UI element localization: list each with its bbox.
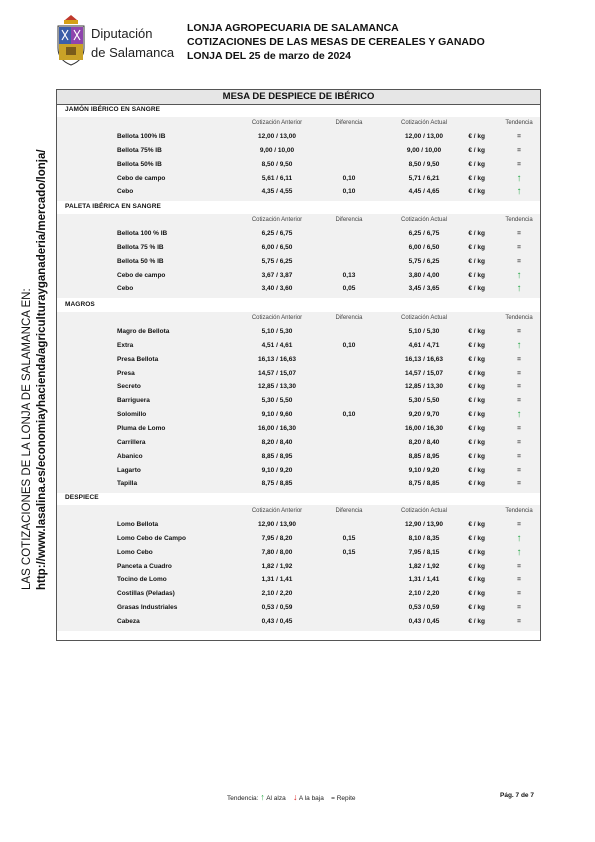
trend-legend <box>227 792 356 802</box>
previous-price: 4,51 / 4,61 <box>261 341 293 349</box>
product-name: Abanico <box>117 452 143 460</box>
trend-equal: = <box>517 355 521 363</box>
current-price: 5,71 / 6,21 <box>408 174 440 182</box>
column-header-previous: Cotización Anterior <box>251 315 303 321</box>
arrow-down-icon: ↓ <box>292 792 298 802</box>
table-row <box>57 436 540 450</box>
product-name: Extra <box>117 341 134 349</box>
product-name: Solomillo <box>117 411 147 419</box>
price-unit: € / kg <box>468 576 485 584</box>
trend-up-icon: ↑ <box>516 269 522 281</box>
price-unit: € / kg <box>468 562 485 570</box>
current-price: 12,90 / 13,90 <box>405 521 443 528</box>
product-name: Pluma de Lomo <box>117 424 166 432</box>
price-unit: € / kg <box>468 534 485 542</box>
price-unit: € / kg <box>468 438 485 446</box>
current-price: 9,00 / 10,00 <box>406 146 442 154</box>
price-difference: 0,05 <box>342 285 356 293</box>
product-name: Secreto <box>117 383 141 391</box>
product-name: Cebo de campo <box>117 174 166 182</box>
trend-equal: = <box>517 230 521 237</box>
table-row <box>57 601 540 615</box>
table-row <box>57 144 540 158</box>
previous-price: 12,85 / 13,30 <box>258 383 296 391</box>
previous-price: 9,10 / 9,20 <box>261 466 293 474</box>
column-header-current: Cotización Actual <box>400 120 448 126</box>
price-unit: € / kg <box>468 160 485 168</box>
price-unit: € / kg <box>468 383 485 391</box>
price-unit: € / kg <box>468 341 485 349</box>
previous-price: 8,20 / 8,40 <box>261 438 293 446</box>
trend-equal: = <box>517 466 521 474</box>
legend-repeat-label: Repite <box>336 795 356 802</box>
product-name: Lomo Bellota <box>117 521 159 528</box>
table-row <box>57 408 540 422</box>
column-header-difference: Diferencia <box>335 120 363 126</box>
trend-equal: = <box>517 617 521 625</box>
repeat-symbol: = <box>331 795 335 802</box>
column-header-difference: Diferencia <box>335 217 363 223</box>
table-row <box>57 422 540 436</box>
table-row <box>57 130 540 144</box>
product-name: Tocino de Lomo <box>117 576 167 584</box>
product-name: Bellota 100% IB <box>117 133 166 140</box>
previous-price: 0,43 / 0,45 <box>261 617 293 625</box>
previous-price: 1,82 / 1,92 <box>261 562 293 570</box>
logo <box>56 14 176 66</box>
page-number: Pág. 7 de 7 <box>500 792 534 799</box>
column-header-previous: Cotización Anterior <box>251 120 303 126</box>
product-name: Bellota 75 % IB <box>117 243 164 251</box>
price-unit: € / kg <box>468 548 485 556</box>
table-row <box>57 615 540 629</box>
price-unit: € / kg <box>468 411 485 419</box>
previous-price: 3,67 / 3,87 <box>261 271 293 279</box>
current-price: 0,43 / 0,45 <box>408 617 440 625</box>
price-unit: € / kg <box>468 355 485 363</box>
trend-equal: = <box>517 328 521 335</box>
current-price: 6,00 / 6,50 <box>408 243 440 251</box>
trend-up-icon: ↑ <box>516 546 522 558</box>
price-difference: 0,15 <box>342 534 356 542</box>
price-unit: € / kg <box>468 424 485 432</box>
previous-price: 12,00 / 13,00 <box>258 133 296 140</box>
trend-equal: = <box>517 146 521 154</box>
table-row <box>57 367 540 381</box>
trend-equal: = <box>517 576 521 584</box>
legend-label: Tendencia: <box>227 795 259 802</box>
current-price: 4,45 / 4,65 <box>408 188 440 196</box>
product-name: Lomo Cebo de Campo <box>117 534 186 542</box>
price-difference: 0,10 <box>342 341 356 349</box>
price-unit: € / kg <box>468 604 485 612</box>
column-header-current: Cotización Actual <box>400 508 448 514</box>
table-row <box>57 227 540 241</box>
product-name: Tapilla <box>117 480 138 488</box>
trend-equal: = <box>517 257 521 265</box>
trend-up-icon: ↑ <box>516 186 522 198</box>
product-name: Panceta a Cuadro <box>117 562 172 570</box>
current-price: 0,53 / 0,59 <box>408 604 440 612</box>
current-price: 2,10 / 2,20 <box>408 590 440 598</box>
table-row <box>57 325 540 339</box>
trend-equal: = <box>517 424 521 432</box>
product-name: Bellota 50 % IB <box>117 257 164 265</box>
trend-equal: = <box>517 590 521 598</box>
arrow-up-icon: ↑ <box>260 792 265 802</box>
price-unit: € / kg <box>468 257 485 265</box>
previous-price: 16,13 / 16,63 <box>258 355 296 363</box>
previous-price: 9,10 / 9,60 <box>261 411 293 419</box>
header-line2: COTIZACIONES DE LAS MESAS DE CEREALES Y GANADO <box>187 36 485 48</box>
price-unit: € / kg <box>468 146 485 154</box>
current-price: 3,45 / 3,65 <box>408 285 440 293</box>
trend-equal: = <box>517 383 521 391</box>
table-title: MESA DE DESPIECE DE IBÉRICO <box>57 90 540 105</box>
coat-of-arms-icon <box>56 14 86 66</box>
product-name: Presa Bellota <box>117 355 159 363</box>
lonja-url-link[interactable]: http://www.lasalina.es/economiayhacienda/agriculturayganaderia/mercado/lonja/ <box>36 149 48 590</box>
previous-price: 7,95 / 8,20 <box>261 534 293 542</box>
price-difference: 0,10 <box>342 174 356 182</box>
price-unit: € / kg <box>468 369 485 377</box>
table-row <box>57 477 540 491</box>
trend-equal: = <box>517 160 521 168</box>
table-row <box>57 587 540 601</box>
price-unit: € / kg <box>468 397 485 405</box>
column-header-difference: Diferencia <box>335 508 363 514</box>
side-caption-line1: LAS COTIZACIONES DE LA LONJA DE SALAMANCA EN: <box>21 288 33 590</box>
current-price: 1,82 / 1,92 <box>408 562 440 570</box>
price-unit: € / kg <box>468 243 485 251</box>
table-row <box>57 573 540 587</box>
product-name: Costillas (Peladas) <box>117 590 175 598</box>
column-header-difference: Diferencia <box>335 315 363 321</box>
previous-price: 1,31 / 1,41 <box>261 576 293 584</box>
table-row <box>57 532 540 546</box>
price-unit: € / kg <box>468 452 485 460</box>
trend-equal: = <box>517 521 521 528</box>
previous-price: 4,35 / 4,55 <box>261 188 293 196</box>
trend-equal: = <box>517 562 521 570</box>
current-price: 14,57 / 15,07 <box>405 369 443 377</box>
previous-price: 5,61 / 6,11 <box>261 174 293 182</box>
price-difference: 0,15 <box>342 548 356 556</box>
logo-text-line2: de Salamanca <box>91 45 175 60</box>
table-row <box>57 450 540 464</box>
table-row <box>57 518 540 532</box>
table-row <box>57 269 540 283</box>
table-row <box>57 282 540 296</box>
previous-price: 6,25 / 6,75 <box>261 230 293 237</box>
previous-price: 8,75 / 8,85 <box>261 480 293 488</box>
column-header-trend: Tendencia <box>505 315 533 321</box>
price-difference: 0,10 <box>342 188 356 196</box>
document-header <box>187 21 485 63</box>
column-header-trend: Tendencia <box>505 508 533 514</box>
current-price: 16,00 / 16,30 <box>405 424 443 432</box>
trend-equal: = <box>517 243 521 251</box>
table-row <box>57 339 540 353</box>
product-name: Carrillera <box>117 438 146 446</box>
current-price: 12,85 / 13,30 <box>405 383 443 391</box>
column-header-current: Cotización Actual <box>400 315 448 321</box>
trend-up-icon: ↑ <box>516 283 522 295</box>
table-row <box>57 546 540 560</box>
previous-price: 5,30 / 5,50 <box>261 397 293 405</box>
current-price: 1,31 / 1,41 <box>408 576 440 584</box>
trend-equal: = <box>517 397 521 405</box>
price-unit: € / kg <box>468 590 485 598</box>
section-title: PALETA IBÉRICA EN SANGRE <box>65 203 161 210</box>
current-price: 5,75 / 6,25 <box>408 257 440 265</box>
price-unit: € / kg <box>468 466 485 474</box>
product-name: Barriguera <box>117 397 150 405</box>
price-difference: 0,13 <box>342 271 356 279</box>
price-table <box>56 89 541 641</box>
current-price: 5,30 / 5,50 <box>408 397 440 405</box>
product-name: Bellota 100 % IB <box>117 230 168 237</box>
previous-price: 0,53 / 0,59 <box>261 604 293 612</box>
trend-equal: = <box>517 369 521 377</box>
price-unit: € / kg <box>468 328 485 335</box>
product-name: Cabeza <box>117 617 140 625</box>
column-header-trend: Tendencia <box>505 120 533 126</box>
previous-price: 5,10 / 5,30 <box>261 328 293 335</box>
previous-price: 8,85 / 8,95 <box>261 452 293 460</box>
product-name: Cebo <box>117 285 134 293</box>
product-name: Lagarto <box>117 466 141 474</box>
current-price: 7,95 / 8,15 <box>408 548 440 556</box>
price-unit: € / kg <box>468 285 485 293</box>
column-header-current: Cotización Actual <box>400 217 448 223</box>
table-row <box>57 560 540 574</box>
column-header-trend: Tendencia <box>505 217 533 223</box>
section-title: JAMÓN IBÉRICO EN SANGRE <box>65 106 161 113</box>
previous-price: 8,50 / 9,50 <box>261 160 293 168</box>
product-name: Cebo <box>117 188 134 196</box>
product-name: Bellota 50% IB <box>117 160 162 168</box>
product-name: Lomo Cebo <box>117 548 153 556</box>
price-unit: € / kg <box>468 521 485 528</box>
previous-price: 12,90 / 13,90 <box>258 521 296 528</box>
legend-up-label: Al alza <box>266 795 286 802</box>
product-name: Cebo de campo <box>117 271 166 279</box>
price-unit: € / kg <box>468 271 485 279</box>
previous-price: 6,00 / 6,50 <box>261 243 293 251</box>
previous-price: 9,00 / 10,00 <box>259 146 295 154</box>
section-title: DESPIECE <box>65 494 99 501</box>
table-row <box>57 185 540 199</box>
price-unit: € / kg <box>468 188 485 196</box>
legend-down-label: A la baja <box>298 795 324 802</box>
price-unit: € / kg <box>468 480 485 488</box>
current-price: 5,10 / 5,30 <box>408 328 440 335</box>
trend-equal: = <box>517 604 521 612</box>
price-unit: € / kg <box>468 617 485 625</box>
trend-up-icon: ↑ <box>516 409 522 421</box>
trend-equal: = <box>517 438 521 446</box>
table-row <box>57 172 540 186</box>
previous-price: 16,00 / 16,30 <box>258 424 296 432</box>
current-price: 8,20 / 8,40 <box>408 438 440 446</box>
trend-equal: = <box>517 133 521 140</box>
current-price: 8,50 / 9,50 <box>408 160 440 168</box>
current-price: 8,75 / 8,85 <box>408 480 440 488</box>
table-row <box>57 380 540 394</box>
current-price: 8,85 / 8,95 <box>408 452 440 460</box>
current-price: 8,10 / 8,35 <box>408 534 440 542</box>
table-row <box>57 464 540 478</box>
header-line1: LONJA AGROPECUARIA DE SALAMANCA <box>187 22 399 34</box>
table-row <box>57 158 540 172</box>
logo-text-line1: Diputación <box>91 26 153 41</box>
header-line3: LONJA DEL 25 de marzo de 2024 <box>187 50 351 62</box>
column-header-previous: Cotización Anterior <box>251 217 303 223</box>
previous-price: 2,10 / 2,20 <box>261 590 293 598</box>
product-name: Grasas Industriales <box>117 604 178 612</box>
section-title: MAGROS <box>65 301 95 308</box>
table-row <box>57 353 540 367</box>
current-price: 9,10 / 9,20 <box>408 466 440 474</box>
current-price: 16,13 / 16,63 <box>405 355 443 363</box>
trend-equal: = <box>517 452 521 460</box>
trend-equal: = <box>517 480 521 488</box>
column-header-previous: Cotización Anterior <box>251 508 303 514</box>
price-unit: € / kg <box>468 174 485 182</box>
current-price: 6,25 / 6,75 <box>408 230 440 237</box>
table-row <box>57 394 540 408</box>
current-price: 12,00 / 13,00 <box>405 133 443 140</box>
product-name: Presa <box>117 369 135 377</box>
previous-price: 5,75 / 6,25 <box>261 257 293 265</box>
price-difference: 0,10 <box>342 411 356 419</box>
previous-price: 3,40 / 3,60 <box>261 285 293 293</box>
previous-price: 7,80 / 8,00 <box>261 548 293 556</box>
side-caption <box>20 149 50 590</box>
previous-price: 14,57 / 15,07 <box>258 369 296 377</box>
trend-up-icon: ↑ <box>516 532 522 544</box>
current-price: 3,80 / 4,00 <box>408 271 440 279</box>
price-unit: € / kg <box>468 133 485 140</box>
product-name: Bellota 75% IB <box>117 146 162 154</box>
table-row <box>57 241 540 255</box>
product-name: Magro de Bellota <box>117 328 170 335</box>
current-price: 4,61 / 4,71 <box>408 341 440 349</box>
current-price: 9,20 / 9,70 <box>408 411 440 419</box>
table-row <box>57 255 540 269</box>
trend-up-icon: ↑ <box>516 172 522 184</box>
trend-up-icon: ↑ <box>516 339 522 351</box>
price-unit: € / kg <box>468 230 485 237</box>
